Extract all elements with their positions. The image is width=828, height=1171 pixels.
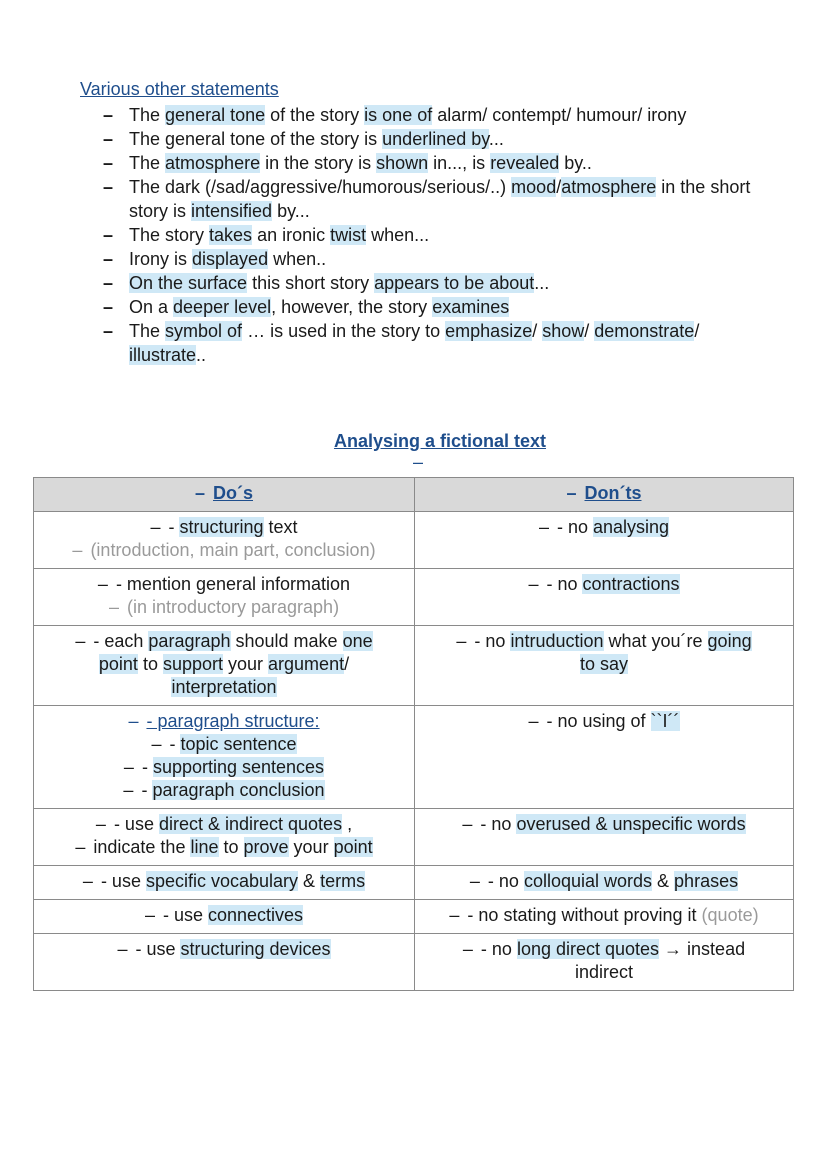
table-row	[34, 626, 794, 706]
dash: –	[108, 597, 119, 617]
cell-line	[423, 710, 785, 733]
dash: –	[75, 837, 86, 857]
highlighted-text: examines	[432, 297, 510, 317]
dash: –	[123, 780, 134, 800]
text-segment: (quote)	[701, 905, 759, 925]
dash: –	[469, 871, 480, 891]
text-segment: what you´re	[603, 631, 708, 651]
dash: –	[449, 905, 460, 925]
cell-line	[423, 516, 785, 539]
text-segment: text	[263, 517, 298, 537]
text-segment: by...	[272, 201, 310, 221]
highlighted-text: colloquial words	[523, 871, 653, 891]
dash: –	[194, 483, 205, 503]
cell-line	[42, 539, 406, 562]
highlighted-text: argument	[268, 654, 345, 674]
dash: –	[528, 574, 539, 594]
table-row	[34, 934, 794, 991]
cell-line	[42, 870, 406, 893]
text-segment: your	[288, 837, 334, 857]
statements-list	[103, 103, 763, 367]
text-segment: (in introductory paragraph)	[126, 597, 340, 617]
highlighted-text: to say	[579, 654, 629, 674]
dash: –	[528, 711, 539, 731]
statement-item	[103, 247, 763, 271]
text-segment: The	[129, 321, 166, 341]
text-segment: -	[141, 780, 153, 800]
text-segment: On a	[129, 297, 174, 317]
donts-cell	[415, 626, 794, 706]
table-title-dash: –	[413, 452, 424, 472]
donts-cell	[415, 809, 794, 866]
dos-cell	[34, 866, 415, 900]
cell-line	[423, 813, 785, 836]
cell-line	[42, 596, 406, 619]
statement-item	[103, 271, 763, 295]
highlighted-text: On the surface	[129, 273, 248, 293]
dash: –	[97, 574, 108, 594]
cell-line	[423, 961, 785, 984]
dos-cell	[34, 512, 415, 569]
highlighted-text: appears to be about	[374, 273, 535, 293]
highlighted-text: structuring devices	[180, 939, 331, 959]
text-segment: in the story is	[260, 153, 377, 173]
highlighted-text: underlined by	[382, 129, 489, 149]
text-segment: The	[129, 153, 166, 173]
text-segment: - no	[480, 814, 517, 834]
donts-cell	[415, 934, 794, 991]
table-row	[34, 512, 794, 569]
highlighted-text: atmosphere	[165, 153, 261, 173]
table-header-row	[34, 478, 794, 512]
text-segment: alarm/ contempt/ humour/ irony	[432, 105, 687, 125]
text-segment: when...	[366, 225, 430, 245]
text-segment: to	[218, 837, 244, 857]
text-segment: … is used in the story to	[242, 321, 446, 341]
text-segment: - no	[487, 871, 524, 891]
highlighted-text: supporting sentences	[152, 757, 325, 777]
dash: –	[117, 939, 128, 959]
highlighted-text: topic sentence	[180, 734, 297, 754]
statements-title: Various other statements	[80, 79, 279, 99]
text-segment: indicate the	[93, 837, 191, 857]
text-segment: ..	[196, 345, 207, 365]
cell-line	[423, 653, 785, 676]
highlighted-text: revealed	[490, 153, 560, 173]
statement-item	[103, 151, 763, 175]
highlighted-text: ``I´´	[650, 711, 680, 731]
cell-line	[42, 733, 406, 756]
donts-cell	[415, 569, 794, 626]
highlighted-text: support	[162, 654, 223, 674]
highlighted-text: twist	[330, 225, 367, 245]
text-segment: your	[223, 654, 269, 674]
cell-line	[423, 870, 785, 893]
cell-line	[42, 779, 406, 802]
highlighted-text: shown	[376, 153, 429, 173]
highlighted-text: overused & unspecific words	[516, 814, 746, 834]
text-segment: /	[556, 177, 562, 197]
text-segment: - each	[93, 631, 149, 651]
statement-item	[103, 295, 763, 319]
donts-header-label: Don´ts	[584, 483, 642, 503]
dash: –	[123, 757, 134, 777]
dos-cell	[34, 569, 415, 626]
dash: –	[82, 871, 93, 891]
highlighted-text: is one of	[364, 105, 433, 125]
highlighted-text: specific vocabulary	[145, 871, 299, 891]
highlighted-text: general tone	[165, 105, 266, 125]
text-segment: in..., is	[428, 153, 491, 173]
highlighted-text: direct & indirect quotes	[158, 814, 343, 834]
table-row	[34, 706, 794, 809]
text-segment: /	[532, 321, 543, 341]
text-segment: - no stating without proving it	[467, 905, 702, 925]
statement-item	[103, 175, 763, 223]
text-segment: /	[694, 321, 700, 341]
text-segment: when..	[268, 249, 327, 269]
text-segment: an ironic	[252, 225, 331, 245]
text-segment: → instead	[659, 939, 746, 959]
text-segment: Irony is	[129, 249, 193, 269]
highlighted-text: paragraph conclusion	[152, 780, 325, 800]
text-segment: - paragraph structure:	[146, 711, 320, 731]
text-segment: The	[129, 105, 166, 125]
highlighted-text: long direct quotes	[516, 939, 660, 959]
highlighted-text: deeper level	[173, 297, 272, 317]
dash: –	[75, 631, 86, 651]
text-segment: -	[169, 734, 181, 754]
dash: –	[151, 734, 162, 754]
dash: –	[462, 939, 473, 959]
text-segment: -	[141, 757, 153, 777]
table-row	[34, 809, 794, 866]
donts-cell	[415, 706, 794, 809]
highlighted-text: interpretation	[171, 677, 277, 697]
highlighted-text: takes	[209, 225, 253, 245]
text-segment: should make	[230, 631, 343, 651]
highlighted-text: structuring	[179, 517, 264, 537]
dos-cell	[34, 626, 415, 706]
text-segment: ,	[342, 814, 353, 834]
highlighted-text: point	[333, 837, 373, 857]
dos-donts-table	[33, 477, 794, 991]
text-segment: - use	[100, 871, 146, 891]
text-segment: The story	[129, 225, 210, 245]
highlighted-text: intensified	[191, 201, 273, 221]
cell-line	[42, 836, 406, 859]
dos-header	[34, 478, 415, 512]
text-segment: - use	[135, 939, 181, 959]
cell-line	[423, 630, 785, 653]
text-segment: The dark (/sad/aggressive/humorous/serious/..)	[129, 177, 512, 197]
cell-line	[42, 573, 406, 596]
text-segment: - use	[162, 905, 208, 925]
text-segment: - mention general information	[115, 574, 351, 594]
highlighted-text: symbol of	[165, 321, 243, 341]
statement-item	[103, 127, 763, 151]
highlighted-text: prove	[243, 837, 289, 857]
highlighted-text: line	[190, 837, 219, 857]
text-segment: /	[584, 321, 595, 341]
donts-header	[415, 478, 794, 512]
text-segment: -	[168, 517, 180, 537]
dash: –	[95, 814, 106, 834]
text-segment: indirect	[574, 962, 634, 982]
text-segment: ...	[488, 129, 504, 149]
text-segment: by..	[559, 153, 592, 173]
text-segment: of the story	[265, 105, 365, 125]
dos-cell	[34, 900, 415, 934]
cell-line	[423, 904, 785, 927]
dash: –	[566, 483, 577, 503]
dos-cell	[34, 809, 415, 866]
highlighted-text: point	[98, 654, 138, 674]
dash: –	[462, 814, 473, 834]
highlighted-text: intruduction	[510, 631, 604, 651]
text-segment: , however, the story	[271, 297, 433, 317]
cell-line	[42, 653, 406, 676]
text-segment: - use	[113, 814, 159, 834]
text-segment: - no	[474, 631, 511, 651]
text-segment: &	[298, 871, 321, 891]
table-row	[34, 569, 794, 626]
text-segment: - no	[546, 574, 583, 594]
highlighted-text: atmosphere	[561, 177, 657, 197]
highlighted-text: phrases	[674, 871, 739, 891]
highlighted-text: going	[707, 631, 752, 651]
highlighted-text: analysing	[592, 517, 670, 537]
dash: –	[144, 905, 155, 925]
highlighted-text: displayed	[192, 249, 269, 269]
text-segment: ...	[534, 273, 550, 293]
highlighted-text: one	[342, 631, 373, 651]
dash: –	[456, 631, 467, 651]
statement-item	[103, 103, 763, 127]
dash: –	[538, 517, 549, 537]
cell-line	[42, 904, 406, 927]
highlighted-text: contractions	[582, 574, 680, 594]
statement-item	[103, 319, 763, 367]
cell-line	[42, 676, 406, 699]
donts-cell	[415, 900, 794, 934]
cell-line	[42, 756, 406, 779]
highlighted-text: illustrate	[129, 345, 197, 365]
donts-cell	[415, 866, 794, 900]
text-segment: - no using of	[546, 711, 651, 731]
cell-line	[423, 938, 785, 961]
cell-line	[423, 573, 785, 596]
table-row	[34, 866, 794, 900]
dos-header-label: Do´s	[213, 483, 253, 503]
text-segment: - no	[480, 939, 517, 959]
text-segment: &	[652, 871, 675, 891]
text-segment: - no	[556, 517, 593, 537]
cell-line	[42, 710, 406, 733]
highlighted-text: paragraph	[148, 631, 231, 651]
cell-line	[42, 630, 406, 653]
text-segment: this short story	[247, 273, 375, 293]
dash: –	[150, 517, 161, 537]
text-segment: in the short story is	[129, 177, 751, 221]
highlighted-text: terms	[320, 871, 366, 891]
text-segment: to	[137, 654, 163, 674]
statement-item	[103, 223, 763, 247]
table-row	[34, 900, 794, 934]
cell-line	[42, 938, 406, 961]
dash: –	[128, 711, 139, 731]
highlighted-text: mood	[511, 177, 557, 197]
text-segment: The general tone of the story is	[129, 129, 383, 149]
table-title: Analysing a fictional text	[333, 431, 547, 451]
highlighted-text: show	[542, 321, 585, 341]
dos-cell	[34, 934, 415, 991]
text-segment: /	[344, 654, 350, 674]
text-segment: (introduction, main part, conclusion)	[90, 540, 376, 560]
cell-line	[42, 516, 406, 539]
highlighted-text: connectives	[207, 905, 304, 925]
donts-cell	[415, 512, 794, 569]
highlighted-text: emphasize	[445, 321, 533, 341]
cell-line	[42, 813, 406, 836]
dos-cell	[34, 706, 415, 809]
dash: –	[72, 540, 83, 560]
highlighted-text: demonstrate	[594, 321, 695, 341]
